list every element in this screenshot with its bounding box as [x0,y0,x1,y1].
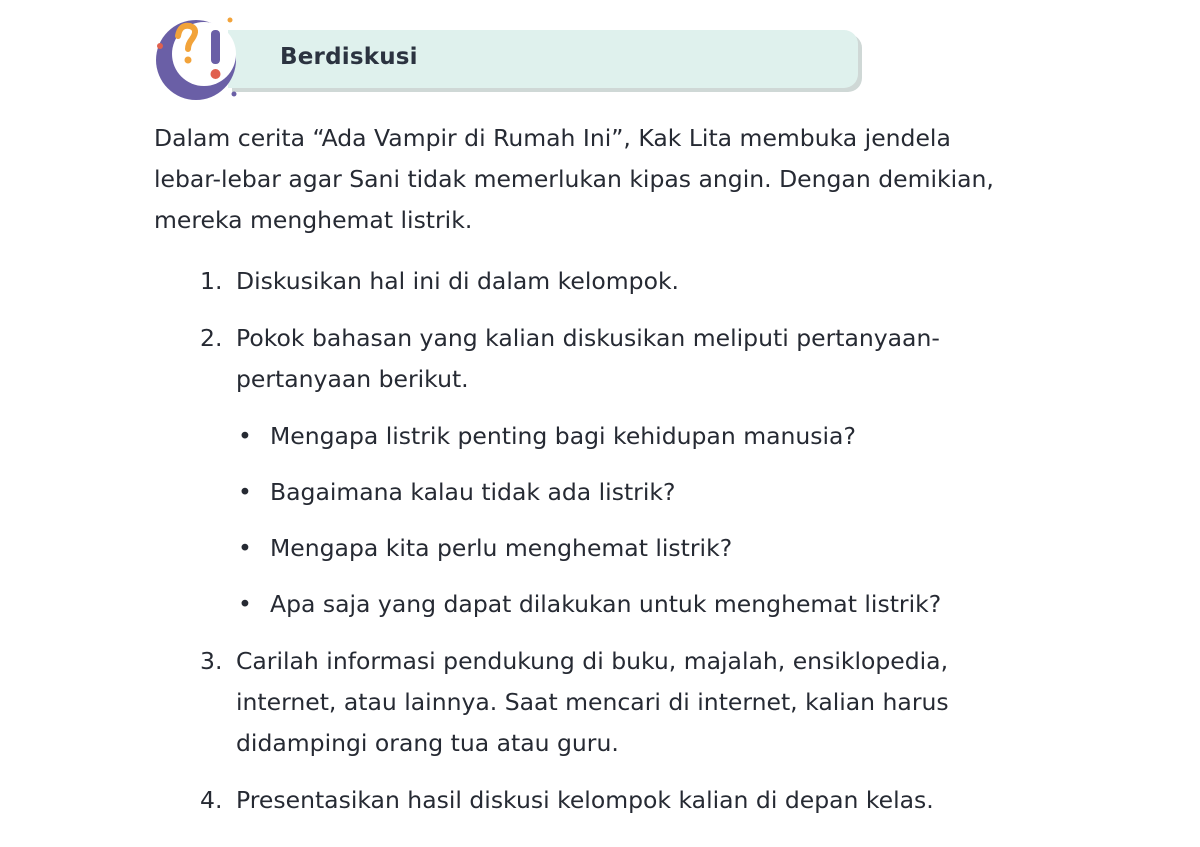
section-header [148,8,728,108]
step-number: 2. [200,324,223,352]
step-text: Diskusikan hal ini di dalam kelompok. [236,267,680,295]
step-list [154,261,1054,821]
step-number: 1. [200,267,223,295]
question-list [236,416,1054,625]
step-text: Presentasikan hasil diskusi kelompok kalian di depan kelas. [236,786,934,814]
bullet-marker: • [238,422,252,450]
question-exclamation-icon [148,8,248,108]
bullet-marker: • [238,590,252,618]
step-item [154,780,1054,821]
question-item [236,416,1054,457]
section-banner [228,30,858,88]
section-title: Berdiskusi [280,44,418,70]
step-item [154,641,1054,764]
question-text: Bagaimana kalau tidak ada listrik? [270,478,676,506]
question-text: Mengapa listrik penting bagi kehidupan manusia? [270,422,856,450]
step-text: Pokok bahasan yang kalian diskusikan meliputi pertanyaan- pertanyaan berikut. [236,324,940,393]
question-item [236,528,1054,569]
intro-line: lebar-lebar agar Sani tidak memerlukan kipas angin. Dengan demikian, [154,165,994,193]
step-number: 4. [200,786,223,814]
step-item [154,261,1054,302]
question-text: Mengapa kita perlu menghemat listrik? [270,534,733,562]
question-text: Apa saja yang dapat dilakukan untuk menghemat listrik? [270,590,942,618]
bullet-marker: • [238,478,252,506]
step-number: 3. [200,647,223,675]
question-item [236,584,1054,625]
intro-paragraph [154,118,1054,241]
main-content [154,118,1054,837]
step-text: Carilah informasi pendukung di buku, majalah, ensiklopedia, internet, atau lainnya. Saat mencari di internet, kalian harus didampingi orang tua atau guru. [236,647,949,757]
bullet-marker: • [238,534,252,562]
step-item [154,318,1054,625]
question-item [236,472,1054,513]
intro-line: mereka menghemat listrik. [154,206,473,234]
intro-line: Dalam cerita “Ada Vampir di Rumah Ini”, Kak Lita membuka jendela [154,124,951,152]
